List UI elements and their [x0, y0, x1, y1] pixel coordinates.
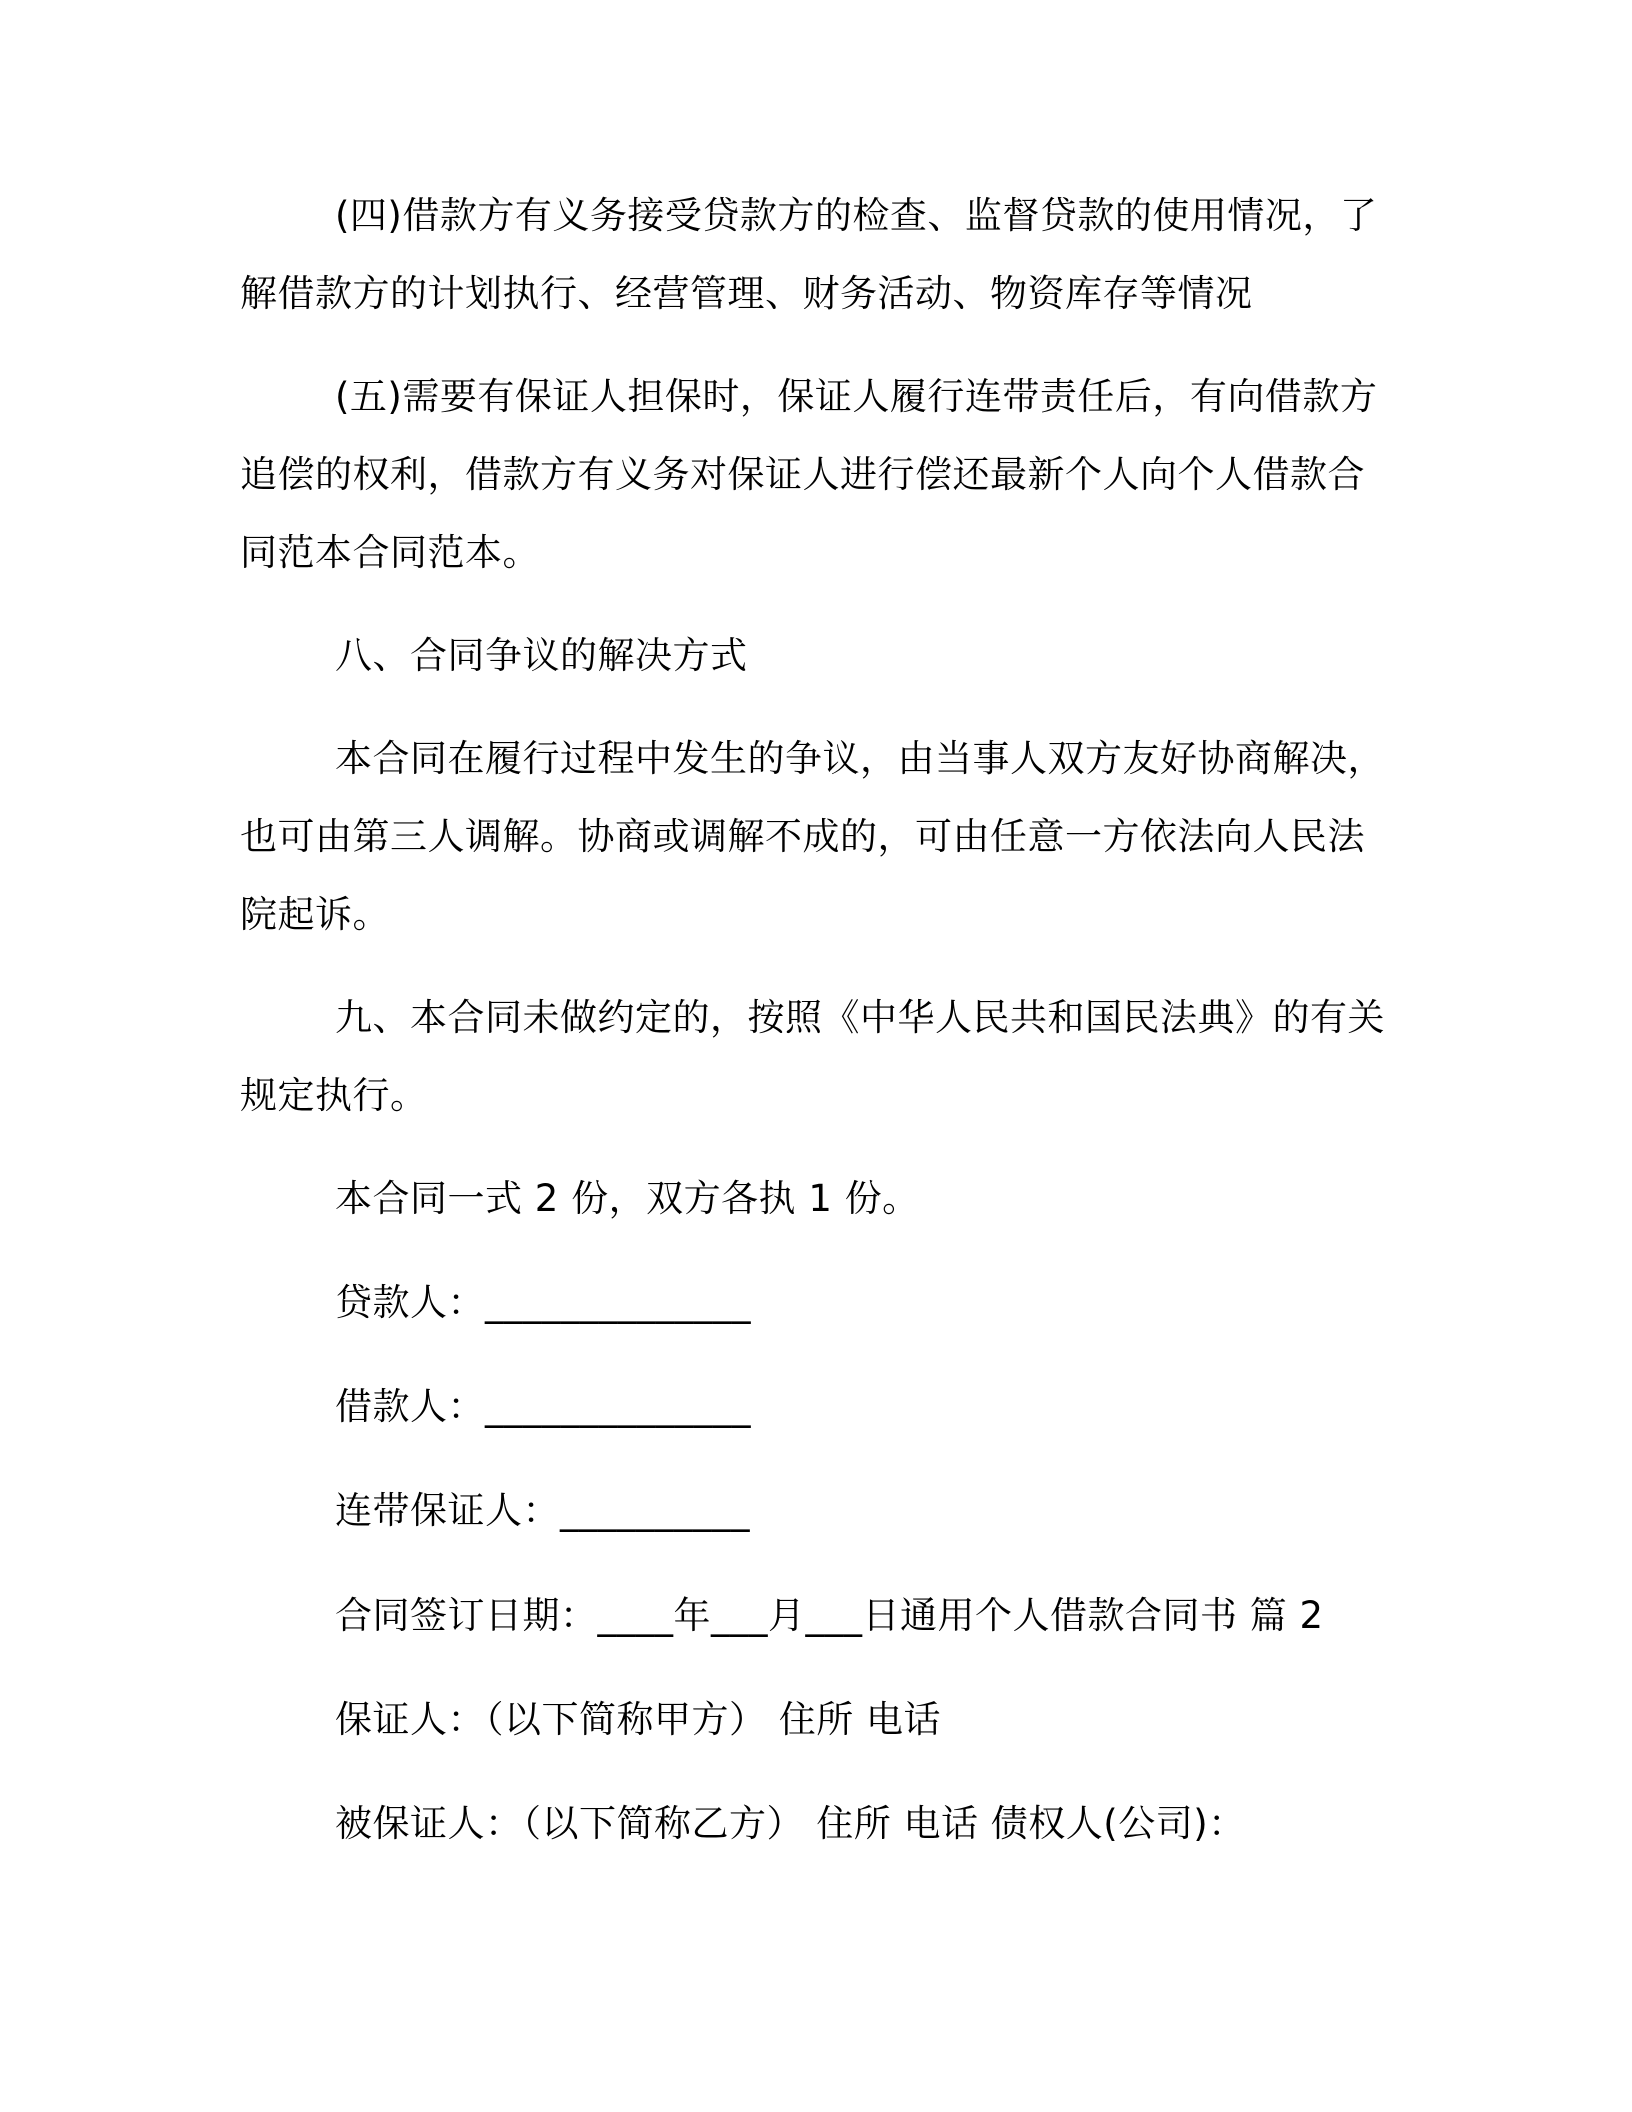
signature-lender: 贷款人：______________ [335, 1281, 751, 1324]
paragraph-dispute-resolution: 本合同在履行过程中发生的争议，由当事人双方友好协商解决，也可由第三人调解。协商或调解不成的，可由任意一方依法向人民法院起诉。 [240, 737, 1385, 936]
heading-dispute-resolution: 八、合同争议的解决方式 [335, 634, 748, 677]
signature-joint-guarantor: 连带保证人：__________ [335, 1489, 750, 1532]
signature-borrower: 借款人：______________ [335, 1385, 751, 1428]
paragraph-guarantor-recourse-right: (五)需要有保证人担保时，保证人履行连带责任后，有向借款方追偿的权利，借款方有义务对保证人进行偿还最新个人向个人借款合同范本合同范本。 [240, 375, 1378, 574]
contract-signing-date: 合同签订日期：____年___月___日通用个人借款合同书 篇 2 [335, 1594, 1324, 1637]
paragraph-civil-code-reference: 九、本合同未做约定的，按照《中华人民共和国民法典》的有关规定执行。 [240, 996, 1385, 1117]
guaranteed-party-b: 被保证人：（以下简称乙方） 住所 电话 债权人(公司)： [335, 1802, 1246, 1845]
paragraph-copies: 本合同一式 2 份，双方各执 1 份。 [335, 1177, 920, 1220]
paragraph-borrower-inspection-duty: (四)借款方有义务接受贷款方的检查、监督贷款的使用情况，了解借款方的计划执行、经营管理、财务活动、物资库存等情况 [240, 194, 1378, 315]
guarantor-party-a: 保证人：（以下简称甲方） 住所 电话 [335, 1698, 942, 1741]
